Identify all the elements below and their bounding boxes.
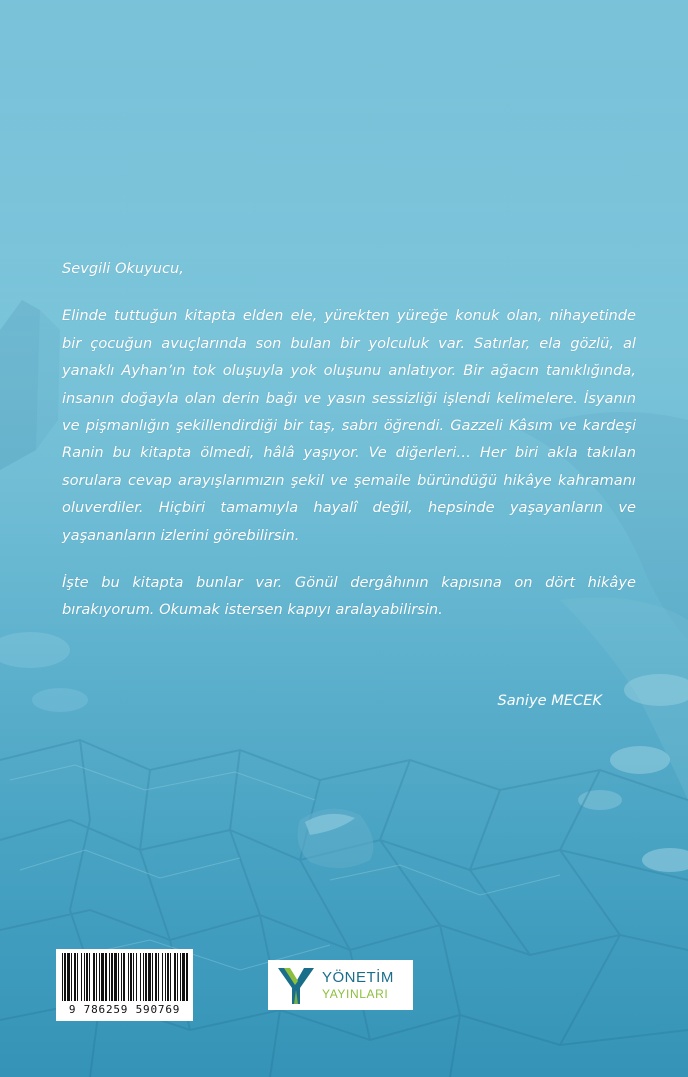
barcode-bar <box>109 953 110 1001</box>
isbn-digits: 9 786259 590769 <box>68 1003 181 1016</box>
barcode-bar <box>99 953 100 1001</box>
barcode-bar <box>140 953 141 1001</box>
barcode-bar <box>158 953 159 1001</box>
barcode-bar <box>118 953 119 1001</box>
publisher-y-mark-icon <box>276 964 316 1006</box>
barcode-bar <box>152 953 153 1001</box>
barcode-bar <box>81 953 82 1001</box>
barcode-bar <box>145 953 147 1001</box>
barcode-bar <box>162 953 163 1001</box>
barcode-bar <box>133 953 134 1001</box>
barcode-bar <box>86 953 88 1001</box>
barcode-bar <box>186 953 188 1001</box>
barcode-bar <box>167 953 169 1001</box>
publisher-name-top: YÖNETİM <box>322 969 394 986</box>
isbn-barcode <box>56 949 193 1021</box>
barcode-bar <box>101 953 104 1001</box>
barcode-bar <box>114 953 117 1001</box>
barcode-bar <box>71 953 72 1001</box>
barcode-bar <box>64 953 66 1001</box>
barcode-bar <box>84 953 85 1001</box>
barcode-bar <box>74 953 76 1001</box>
publisher-name-bottom: YAYINLARI <box>322 987 389 1001</box>
barcode-bar <box>180 953 181 1001</box>
barcode-bar <box>136 953 137 1001</box>
publisher-logo <box>268 960 413 1010</box>
letter-greeting: Sevgili Okuyucu, <box>62 260 184 277</box>
barcode-bar <box>93 953 95 1001</box>
author-signature: Saniye MECEK <box>497 692 602 709</box>
barcode-bar <box>77 953 78 1001</box>
barcode-bar <box>96 953 97 1001</box>
barcode-bar <box>177 953 178 1001</box>
barcode-bar <box>174 953 176 1001</box>
barcode-bar <box>123 953 125 1001</box>
barcode-bar <box>111 953 113 1001</box>
barcode-bar <box>143 953 144 1001</box>
barcode-bar <box>105 953 107 1001</box>
barcode-bars <box>60 953 189 1001</box>
barcode-bar <box>165 953 166 1001</box>
publisher-name <box>322 970 394 1000</box>
barcode-bar <box>182 953 185 1001</box>
barcode-bar <box>121 953 122 1001</box>
barcode-bar <box>128 953 129 1001</box>
barcode-bar <box>170 953 171 1001</box>
barcode-bar <box>130 953 132 1001</box>
barcode-bar <box>89 953 90 1001</box>
barcode-bar <box>148 953 151 1001</box>
letter-body <box>62 255 636 624</box>
barcode-bar <box>155 953 157 1001</box>
barcode-bar <box>62 953 63 1001</box>
letter-paragraph-2: İşte bu kitapta bunlar var. Gönül dergâhının kapısına on dört hikâye bırakıyorum. Okumak istersen kapıyı aralayabilirsin. <box>62 574 636 619</box>
letter-paragraph-1: Elinde tuttuğun kitapta elden ele, yürekten yüreğe konuk olan, nihayetinde bir çocuğun avuçlarında son bulan bir yolculuk var. Satırlar, ela gözlü, al yanaklı Ayhan’ın tok oluşuyla yok oluşunu anlatıyor. Bir ağacın tanıklığında, insanın doğayla olan derin bağı ve yasın sessizliği işlendi kelimelere. İsyanın ve pişmanlığın şekillendirdiği bir taş, sabrı öğrendi. Gazzeli Kâsım ve kardeşi Ranin bu kitapta ölmedi, hâlâ yaşıyor. Ve diğerleri… Her biri akla takılan sorulara cevap arayışlarımızın şekil ve şemaile büründüğü hikâye kahramanı oluverdiler. Hiçbiri tamamıyla hayalî değil, hepsinde yaşayanların ve yaşananların izlerini görebilirsin. <box>62 307 636 544</box>
barcode-bar <box>67 953 70 1001</box>
